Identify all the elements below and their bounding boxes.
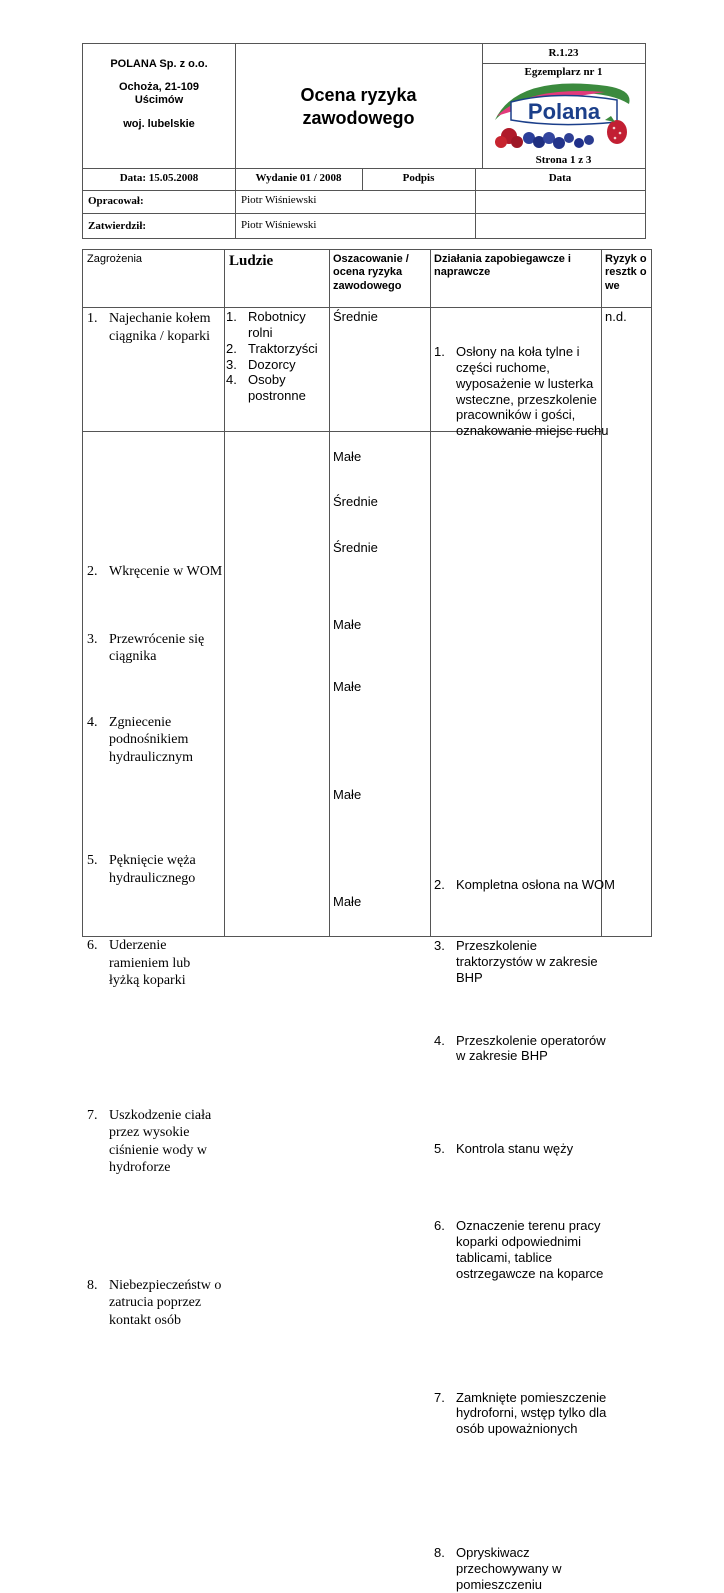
page-number: Strona 1 z 3	[535, 154, 592, 166]
hazard-item: 7. Uszkodzenie ciała przez wysokie ciśnienie wody w hydroforze	[87, 1107, 212, 1176]
assessment-value: Średnie	[333, 309, 378, 324]
col-header-people: Ludzie	[229, 253, 274, 269]
hazard-text: Najechanie kołem ciągnika / koparki	[109, 311, 211, 344]
action-item: 2. Kompletna osłona na WOM	[434, 877, 615, 893]
hazard-item: 6. Uderzenie ramieniem lub łyżką koparki	[87, 938, 191, 989]
assessment-value: Małe	[333, 894, 362, 909]
copy-number: Egzemplarz nr 1	[524, 66, 603, 78]
edition: Wydanie 01 / 2008	[255, 172, 342, 184]
company-region: woj. lubelskie	[123, 117, 195, 130]
assessment-value: Średnie	[333, 494, 378, 509]
prepared-by-name: Piotr Wiśniewski	[241, 194, 317, 206]
action-item: 7. Zamknięte pomieszczenie hydroforni, wstęp tylko dla osób upoważnionych	[434, 1389, 607, 1437]
document-date: Data: 15.05.2008	[119, 172, 199, 184]
people-list	[226, 309, 326, 404]
people-item: 1. Robotnicy rolni	[226, 309, 306, 340]
action-item: 6. Oznaczenie terenu pracy koparki odpowiednimi tablicami, tablice ostrzegawcze na koparce	[434, 1218, 604, 1281]
polana-logo	[487, 80, 637, 150]
col-header-assessment: Oszacowanie / ocena ryzyka zawodowego	[333, 253, 409, 292]
document-code: R.1.23	[548, 47, 579, 59]
prepared-by-label: Opracował:	[88, 195, 144, 207]
hazard-item	[87, 310, 224, 345]
hazard-number: 1.	[87, 311, 98, 326]
signature-label: Podpis	[402, 172, 435, 184]
action-item: 5. Kontrola stanu węży	[434, 1141, 574, 1157]
company-address-line1: Ochoża, 21-109	[118, 81, 200, 94]
hazard-item: 4. Zgniecenie podnośnikiem hydraulicznym	[87, 714, 193, 765]
action-item: 1. Osłony na koła tylne i części ruchome, wyposażenie w lusterka wsteczne, przeszkolenie pracowników i gości, oznakowanie miejsc ruchu	[434, 344, 609, 439]
document-title-line2: zawodowego	[302, 108, 415, 129]
col-header-residual: Ryzyk o resztk owe	[605, 253, 647, 292]
approved-by-label: Zatwierdził:	[88, 220, 147, 232]
document-title-line1: Ocena ryzyka	[300, 85, 417, 105]
people-item: 3. Dozorcy	[226, 356, 296, 372]
risk-assessment-table	[82, 249, 652, 1592]
assessment-value: Małe	[333, 787, 362, 802]
assessment-value: Średnie	[333, 540, 378, 555]
col-header-hazards: Zagrożenia	[87, 253, 143, 265]
hazard-item: 2. Wkręcenie w WOM	[87, 564, 223, 580]
residual-risk-value: n.d.	[605, 309, 627, 324]
action-item: 3. Przeszkolenie traktorzystów w zakresie BHP	[434, 938, 598, 985]
assessment-value: Małe	[333, 449, 362, 464]
action-item: 8. Opryskiwacz przechowywany w pomieszczeniu	[434, 1545, 562, 1592]
hazard-item: 8. Niebezpieczeństw o zatrucia poprzez kontakt osób	[87, 1277, 222, 1328]
company-name: POLANA Sp. z o.o.	[110, 58, 208, 70]
company-address-line2: Uścimów	[134, 94, 184, 107]
hazard-item: 5. Pęknięcie węża hydraulicznego	[87, 853, 196, 886]
assessment-value: Małe	[333, 617, 362, 632]
assessment-value: Małe	[333, 679, 362, 694]
date-label: Data	[548, 172, 572, 184]
col-header-actions: Działania zapobiegawcze i naprawcze	[434, 253, 571, 279]
logo-wordmark: Polana	[527, 99, 601, 124]
people-item: 4. Osoby postronne	[226, 372, 306, 404]
people-item: 2. Traktorzyści	[226, 340, 318, 356]
approved-by-name: Piotr Wiśniewski	[241, 219, 317, 231]
document-header	[82, 43, 646, 239]
action-item: 4. Przeszkolenie operatorów w zakresie BHP	[434, 1032, 606, 1064]
hazard-item: 3. Przewrócenie się ciągnika	[87, 631, 205, 665]
